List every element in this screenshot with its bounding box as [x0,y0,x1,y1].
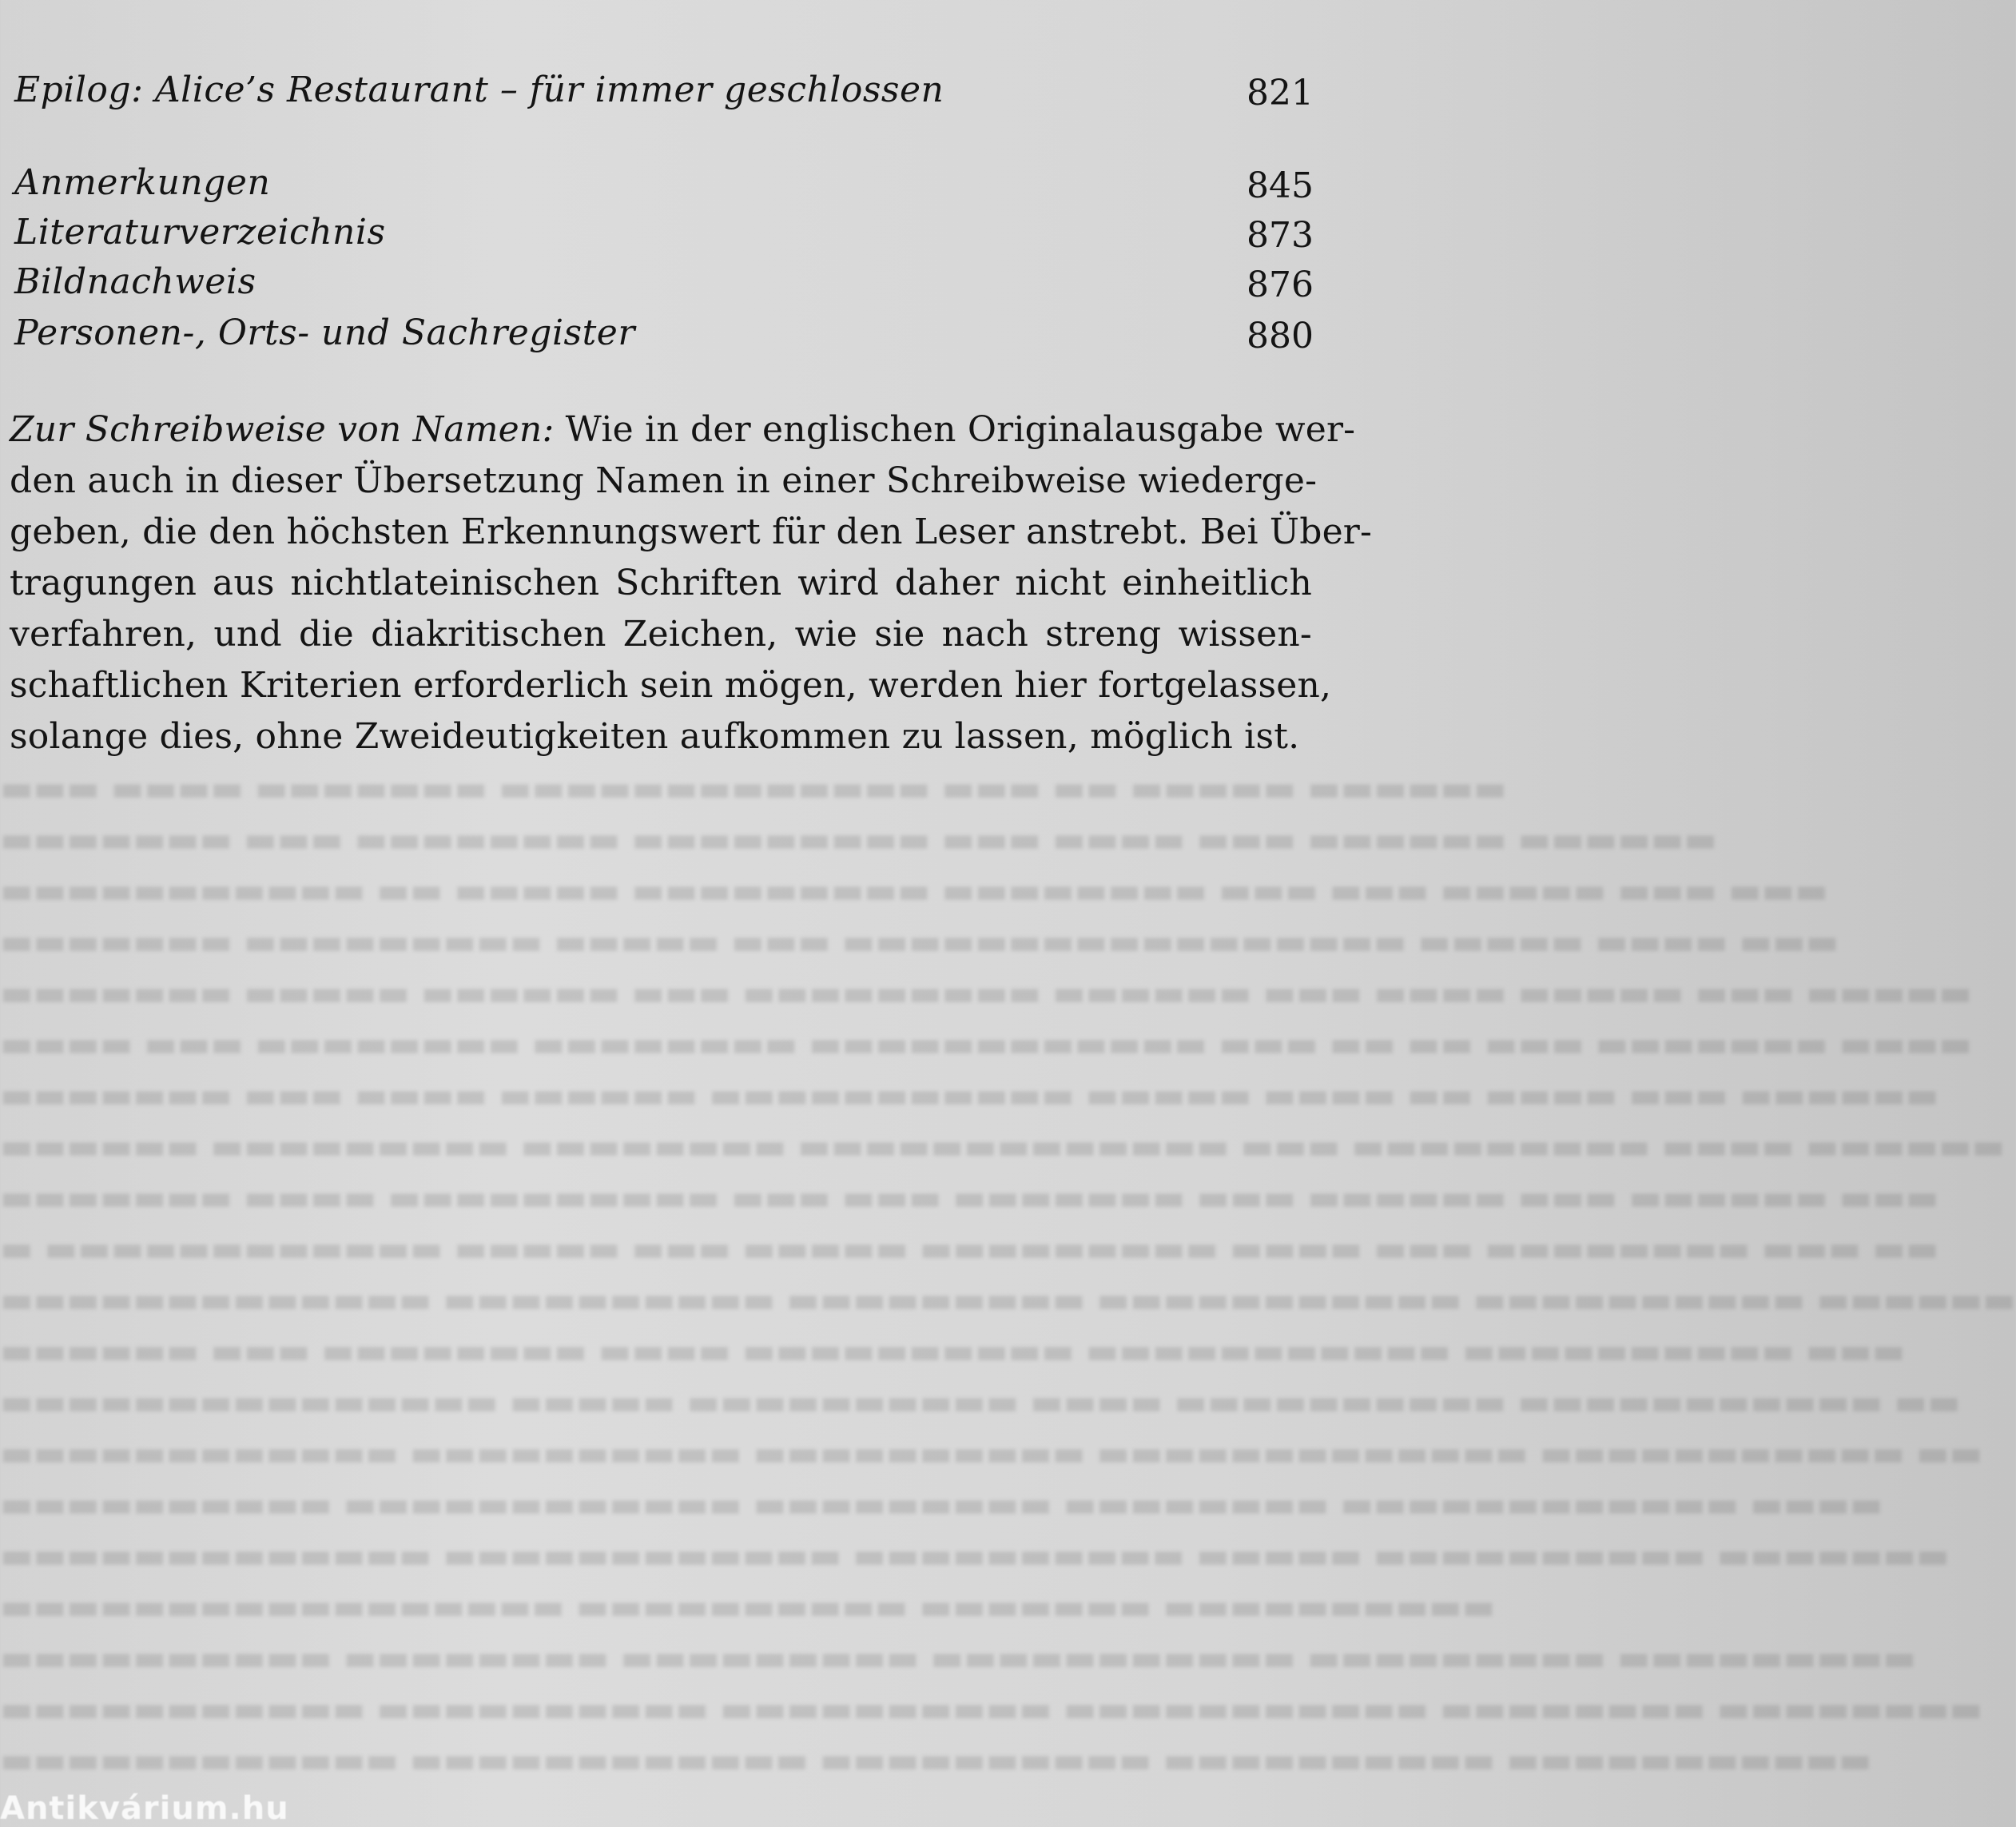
note-line: den auch in dieser Übersetzung Namen in einer Schreibweise wiederge- [10,460,1318,501]
toc-entry-anmerkungen [14,158,1314,208]
toc-entry-page: 880 [1247,316,1314,356]
note-line-text: Wie in der englischen Originalausgabe wer- [554,409,1356,450]
toc-entry-title: Literaturverzeichnis [14,212,386,253]
toc-entry-page: 876 [1247,265,1314,305]
toc-entry-page: 873 [1247,215,1314,256]
toc-entry-literaturverzeichnis [14,208,1314,257]
note-lead: Zur Schreibweise von Namen: [10,409,555,450]
note-line [10,404,1356,456]
toc-entry-epilog [14,66,1314,115]
toc-entry-title: Epilog: Alice’s Restaurant – für immer geschlossen [14,70,944,110]
watermark: Antikvárium.hu [0,1790,289,1827]
toc-entry-title: Bildnachweis [14,261,256,302]
note-line: verfahren, und die diakritischen Zeichen, wie sie nach streng wissen- [10,614,1312,655]
note-line: schaftlichen Kriterien erforderlich sein mögen, werden hier fortgelassen, [10,665,1332,706]
toc-entry-register [14,308,1314,358]
note-line: solange dies, ohne Zweideutigkeiten aufkommen zu lassen, möglich ist. [10,716,1300,757]
note-line: geben, die den höchsten Erkennungswert für den Leser anstrebt. Bei Über- [10,511,1373,552]
spelling-note [10,404,1373,762]
toc-entry-title: Personen-, Orts- und Sachregister [14,312,635,353]
note-line: tragungen aus nichtlateinischen Schriften wird daher nicht einheitlich [10,563,1312,603]
bleed-through-texture: ▬▬▬ ▬▬▬▬ ▬▬▬▬▬▬▬ ▬▬▬▬▬▬▬▬▬▬▬▬▬ ▬▬▬ ▬▬ ▬▬▬▬▬ ▬▬▬▬▬▬ ▬▬▬▬▬▬▬ ▬▬▬ ▬▬▬▬▬▬▬▬ ▬▬▬▬▬▬▬▬▬ ▬▬▬ ▬▬▬▬ ▬▬▬ ▬▬▬▬▬▬ ▬▬▬▬▬▬ ▬▬▬▬▬▬▬▬▬▬▬ ▬▬ ▬▬▬▬▬ ▬▬▬▬▬▬▬▬▬ ▬▬▬▬▬▬▬▬ ▬▬▬ ▬▬▬ ▬▬▬▬▬ ▬▬▬ ▬▬▬ ▬▬▬▬▬▬▬ ▬▬▬▬▬▬▬▬▬ ▬▬▬▬▬ ▬▬▬ ▬▬▬▬▬▬▬▬▬▬▬▬▬▬▬▬▬ ▬▬▬▬▬ ▬▬▬▬ ▬▬▬ ▬▬▬▬▬▬▬ ▬▬▬▬▬ ▬▬▬▬▬▬ ▬▬▬ ▬▬▬▬▬▬▬▬▬ ▬▬▬▬▬▬ ▬▬▬ ▬▬▬▬ ▬▬▬▬▬ ▬▬▬ ▬▬▬▬▬ ▬▬▬▬ ▬▬▬ ▬▬▬▬▬▬▬▬ ▬▬▬▬▬▬▬▬ ▬▬▬▬▬▬▬▬▬▬▬▬ ▬▬▬ ▬▬ ▬▬ ▬▬▬ ▬▬▬▬▬▬▬ ▬▬▬▬ ▬▬▬▬▬▬▬ ▬▬▬ ▬▬▬▬ ▬▬▬▬▬▬ ▬▬▬▬▬▬▬▬▬▬▬ ▬▬▬▬▬ ▬▬▬▬ ▬▬ ▬▬▬▬ ▬▬▬ ▬▬▬▬▬▬ ▬▬▬▬▬▬ ▬▬▬▬▬▬▬▬▬ ▬▬▬▬▬▬▬▬ ▬▬▬▬▬▬▬▬▬▬▬▬▬ ▬▬▬ ▬▬▬▬▬▬▬▬▬ ▬▬▬▬ ▬▬▬▬▬▬ ▬▬▬▬▬▬▬ ▬▬▬▬ ▬▬▬▬▬▬▬▬▬▬ ▬▬▬ ▬▬▬ ▬▬▬▬▬▬▬ ▬▬▬ ▬▬▬▬▬▬ ▬▬▬ ▬▬▬▬▬▬ ▬▬▬ ▬ ▬▬▬▬▬▬▬▬▬▬▬▬ ▬▬▬▬▬ ▬▬▬ ▬▬▬▬▬ ▬▬▬▬▬▬▬▬▬ ▬▬▬▬ ▬▬▬ ▬▬▬▬▬▬▬▬ ▬▬▬ ▬▬ ▬▬▬▬▬▬▬▬▬▬▬▬▬ ▬▬▬▬▬▬▬▬▬▬ ▬▬▬▬▬▬▬▬▬ ▬▬▬▬▬▬▬▬▬▬▬ ▬▬▬▬▬▬▬▬▬▬ ▬▬▬▬▬▬ ▬▬▬▬▬▬ ▬▬▬ ▬▬▬▬▬▬▬▬ ▬▬▬▬ ▬▬▬▬▬▬▬▬▬▬ ▬▬▬▬▬▬▬▬▬▬▬ ▬▬▬▬▬▬▬▬▬▬ ▬▬▬ ▬▬▬▬▬▬▬▬▬▬▬▬▬▬▬ ▬▬▬▬▬ ▬▬▬▬▬▬▬▬▬▬ ▬▬▬▬ ▬▬▬▬▬▬▬▬▬▬ ▬▬▬▬▬▬▬▬▬▬▬ ▬▬ ▬▬▬▬▬▬▬▬▬▬▬▬ ▬▬▬▬▬▬▬▬▬▬ ▬▬▬▬▬▬▬▬▬▬ ▬▬▬▬▬▬▬▬▬▬▬▬▬ ▬▬▬▬▬▬▬▬▬▬▬ ▬▬ ▬▬▬▬▬▬▬▬▬▬ ▬▬▬▬▬▬▬▬▬▬▬▬ ▬▬▬▬▬▬▬▬▬ ▬▬▬▬▬▬▬▬ ▬▬▬▬▬▬▬▬▬▬▬▬ ▬▬▬▬ ▬▬▬▬▬▬▬▬▬▬▬▬▬ ▬▬▬▬▬▬▬▬▬▬▬▬ ▬▬▬▬▬▬▬▬▬▬ ▬▬▬▬▬ ▬▬▬▬▬▬▬▬▬▬ ▬▬▬▬▬▬▬ ▬▬▬▬▬▬▬▬▬▬▬▬▬▬▬▬▬ ▬▬▬▬▬▬▬▬▬▬ ▬▬▬▬▬▬▬ ▬▬▬▬▬▬▬▬▬▬ ▬▬▬▬▬▬▬▬▬▬ ▬▬▬▬▬▬▬▬ ▬▬▬▬▬▬▬▬▬ ▬▬▬▬▬▬▬▬▬▬▬ ▬▬▬▬▬▬▬▬▬ ▬▬▬▬▬▬▬▬▬ ▬▬▬▬▬▬▬▬▬▬▬ ▬▬▬▬▬▬▬▬▬▬ ▬▬▬▬▬▬▬▬▬▬ ▬▬▬▬▬▬▬▬▬▬▬ ▬▬▬▬▬▬▬▬ ▬▬▬▬▬▬▬▬ ▬▬▬▬▬▬▬▬▬▬▬▬ ▬▬▬▬▬▬▬▬▬▬▬▬ ▬▬▬▬▬▬▬▬▬▬ ▬▬▬▬▬▬▬▬▬▬ ▬▬▬▬▬▬▬▬▬▬▬ [0,768,2016,1781]
toc-entry-title: Anmerkungen [14,162,271,203]
toc-entry-page: 845 [1247,165,1314,206]
toc-entry-page: 821 [1247,73,1314,113]
toc-entry-bildnachweis [14,257,1314,307]
